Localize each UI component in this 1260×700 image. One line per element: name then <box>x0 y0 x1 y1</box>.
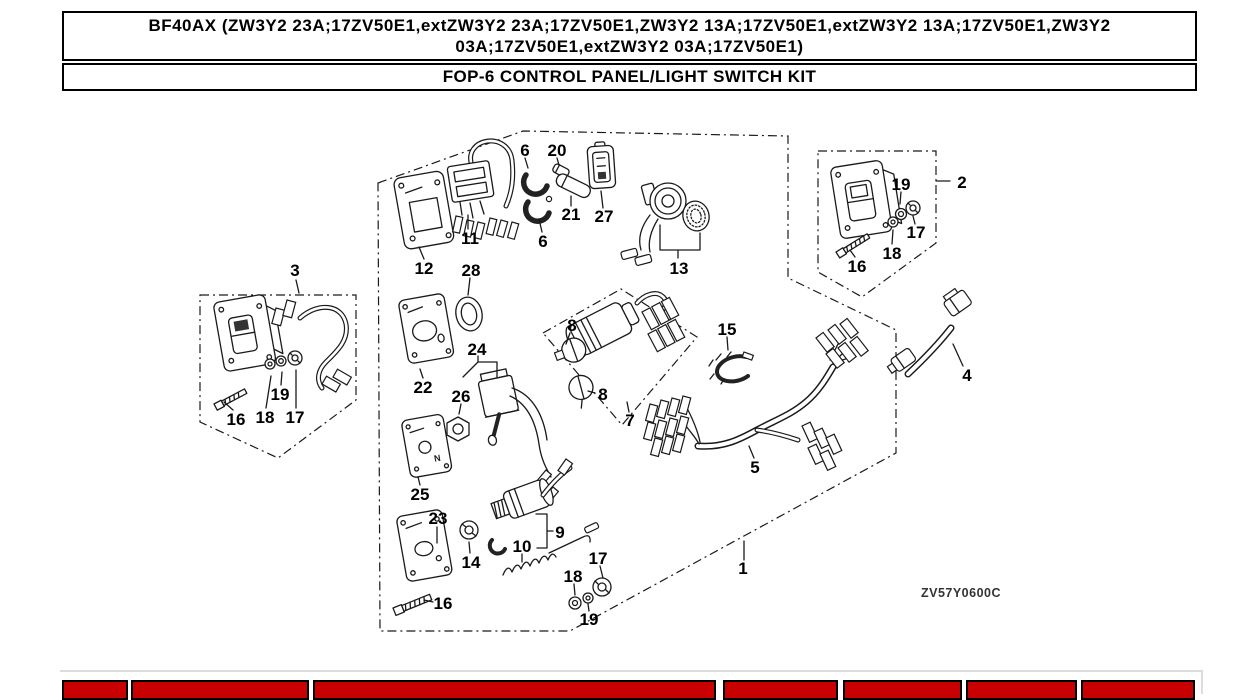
part-callout-16: 16 <box>847 257 867 276</box>
part-callout-22: 22 <box>413 378 433 397</box>
drawing-code-watermark: ZV57Y0600C <box>920 586 1002 600</box>
part-callout-5: 5 <box>750 458 760 477</box>
part-callout-4: 4 <box>962 366 972 385</box>
part-callout-17: 17 <box>588 549 608 568</box>
group-2-panel-kit <box>830 158 920 258</box>
model-header-text: BF40AX (ZW3Y2 23A;17ZV50E1,extZW3Y2 23A;17ZV50E1,ZW3Y2 13A;17ZV50E1,extZW3Y2 13A;17ZV50E1,ZW3Y2 03A;17ZV50E1,extZW3Y2 03A;17ZV50E1) <box>148 16 1111 56</box>
part-callout-21: 21 <box>561 205 581 224</box>
table-top-divider <box>60 670 1203 672</box>
part-14-nut <box>460 521 478 539</box>
part-callout-25: 25 <box>410 485 430 504</box>
parts-table-header-cell <box>1081 680 1195 700</box>
parts-table-header-cell <box>843 680 962 700</box>
part-6-clamp-bolt <box>546 196 551 201</box>
part-22-plate <box>398 293 454 364</box>
parts-table-header-cell <box>62 680 128 700</box>
part-12-plate <box>393 170 455 250</box>
part-25-plate <box>401 414 452 478</box>
part-callout-10: 10 <box>512 537 532 556</box>
part-callout-8: 8 <box>567 316 577 335</box>
part-callout-16: 16 <box>226 410 246 429</box>
part-4-cable <box>885 285 972 376</box>
part-callout-14: 14 <box>461 553 481 572</box>
part-callout-19: 19 <box>270 385 290 404</box>
part-callout-13: 13 <box>669 259 689 278</box>
part-callout-7: 7 <box>625 411 635 430</box>
part-callout-19: 19 <box>579 610 599 629</box>
parts-table-header-cell <box>313 680 716 700</box>
part-callout-20: 20 <box>547 141 567 160</box>
plate-marking: N <box>433 452 442 464</box>
part-callout-2: 2 <box>957 173 967 192</box>
part-callout-27: 27 <box>594 207 614 226</box>
part-8-knob-lower <box>566 373 597 410</box>
part-6-clamp-upper <box>524 175 547 194</box>
part-callout-9: 9 <box>555 523 565 542</box>
part-11-switch <box>447 141 519 239</box>
part-callout-18: 18 <box>882 244 902 263</box>
table-right-divider <box>1201 670 1203 694</box>
part-callout-1: 1 <box>738 559 748 578</box>
part-26-nut <box>447 417 469 441</box>
part-callout-23: 23 <box>428 509 448 528</box>
part-28-oring <box>453 295 486 334</box>
part-callout-16: 16 <box>433 594 453 613</box>
part-callout-15: 15 <box>717 320 737 339</box>
part-callout-26: 26 <box>451 387 471 406</box>
part-callout-19: 19 <box>891 175 911 194</box>
part-callout-28: 28 <box>461 261 481 280</box>
part-27 <box>587 141 616 189</box>
part-callout-11: 11 <box>461 229 479 248</box>
part-callout-6: 6 <box>538 232 548 251</box>
part-callout-3: 3 <box>290 261 300 280</box>
part-15-clamp <box>709 352 753 384</box>
part-callout-17: 17 <box>906 223 926 242</box>
part-callout-8: 8 <box>598 385 608 404</box>
section-title-text: FOP-6 CONTROL PANEL/LIGHT SWITCH KIT <box>442 67 817 86</box>
part-callout-17: 17 <box>285 408 305 427</box>
parts-table-header-cell <box>723 680 838 700</box>
part-callout-18: 18 <box>255 408 275 427</box>
part-9-solenoid <box>489 459 573 524</box>
parts-table-header-cell <box>966 680 1077 700</box>
parts-table-header-cell <box>131 680 309 700</box>
part-callout-12: 12 <box>414 259 434 278</box>
part-callout-6: 6 <box>520 141 530 160</box>
part-6-clamp-lower <box>526 202 549 221</box>
part-callout-24: 24 <box>467 340 487 359</box>
part-21 <box>554 172 592 199</box>
part-callout-18: 18 <box>563 567 583 586</box>
part-13-gauge <box>621 183 713 266</box>
leader-bracket-9 <box>536 514 553 548</box>
